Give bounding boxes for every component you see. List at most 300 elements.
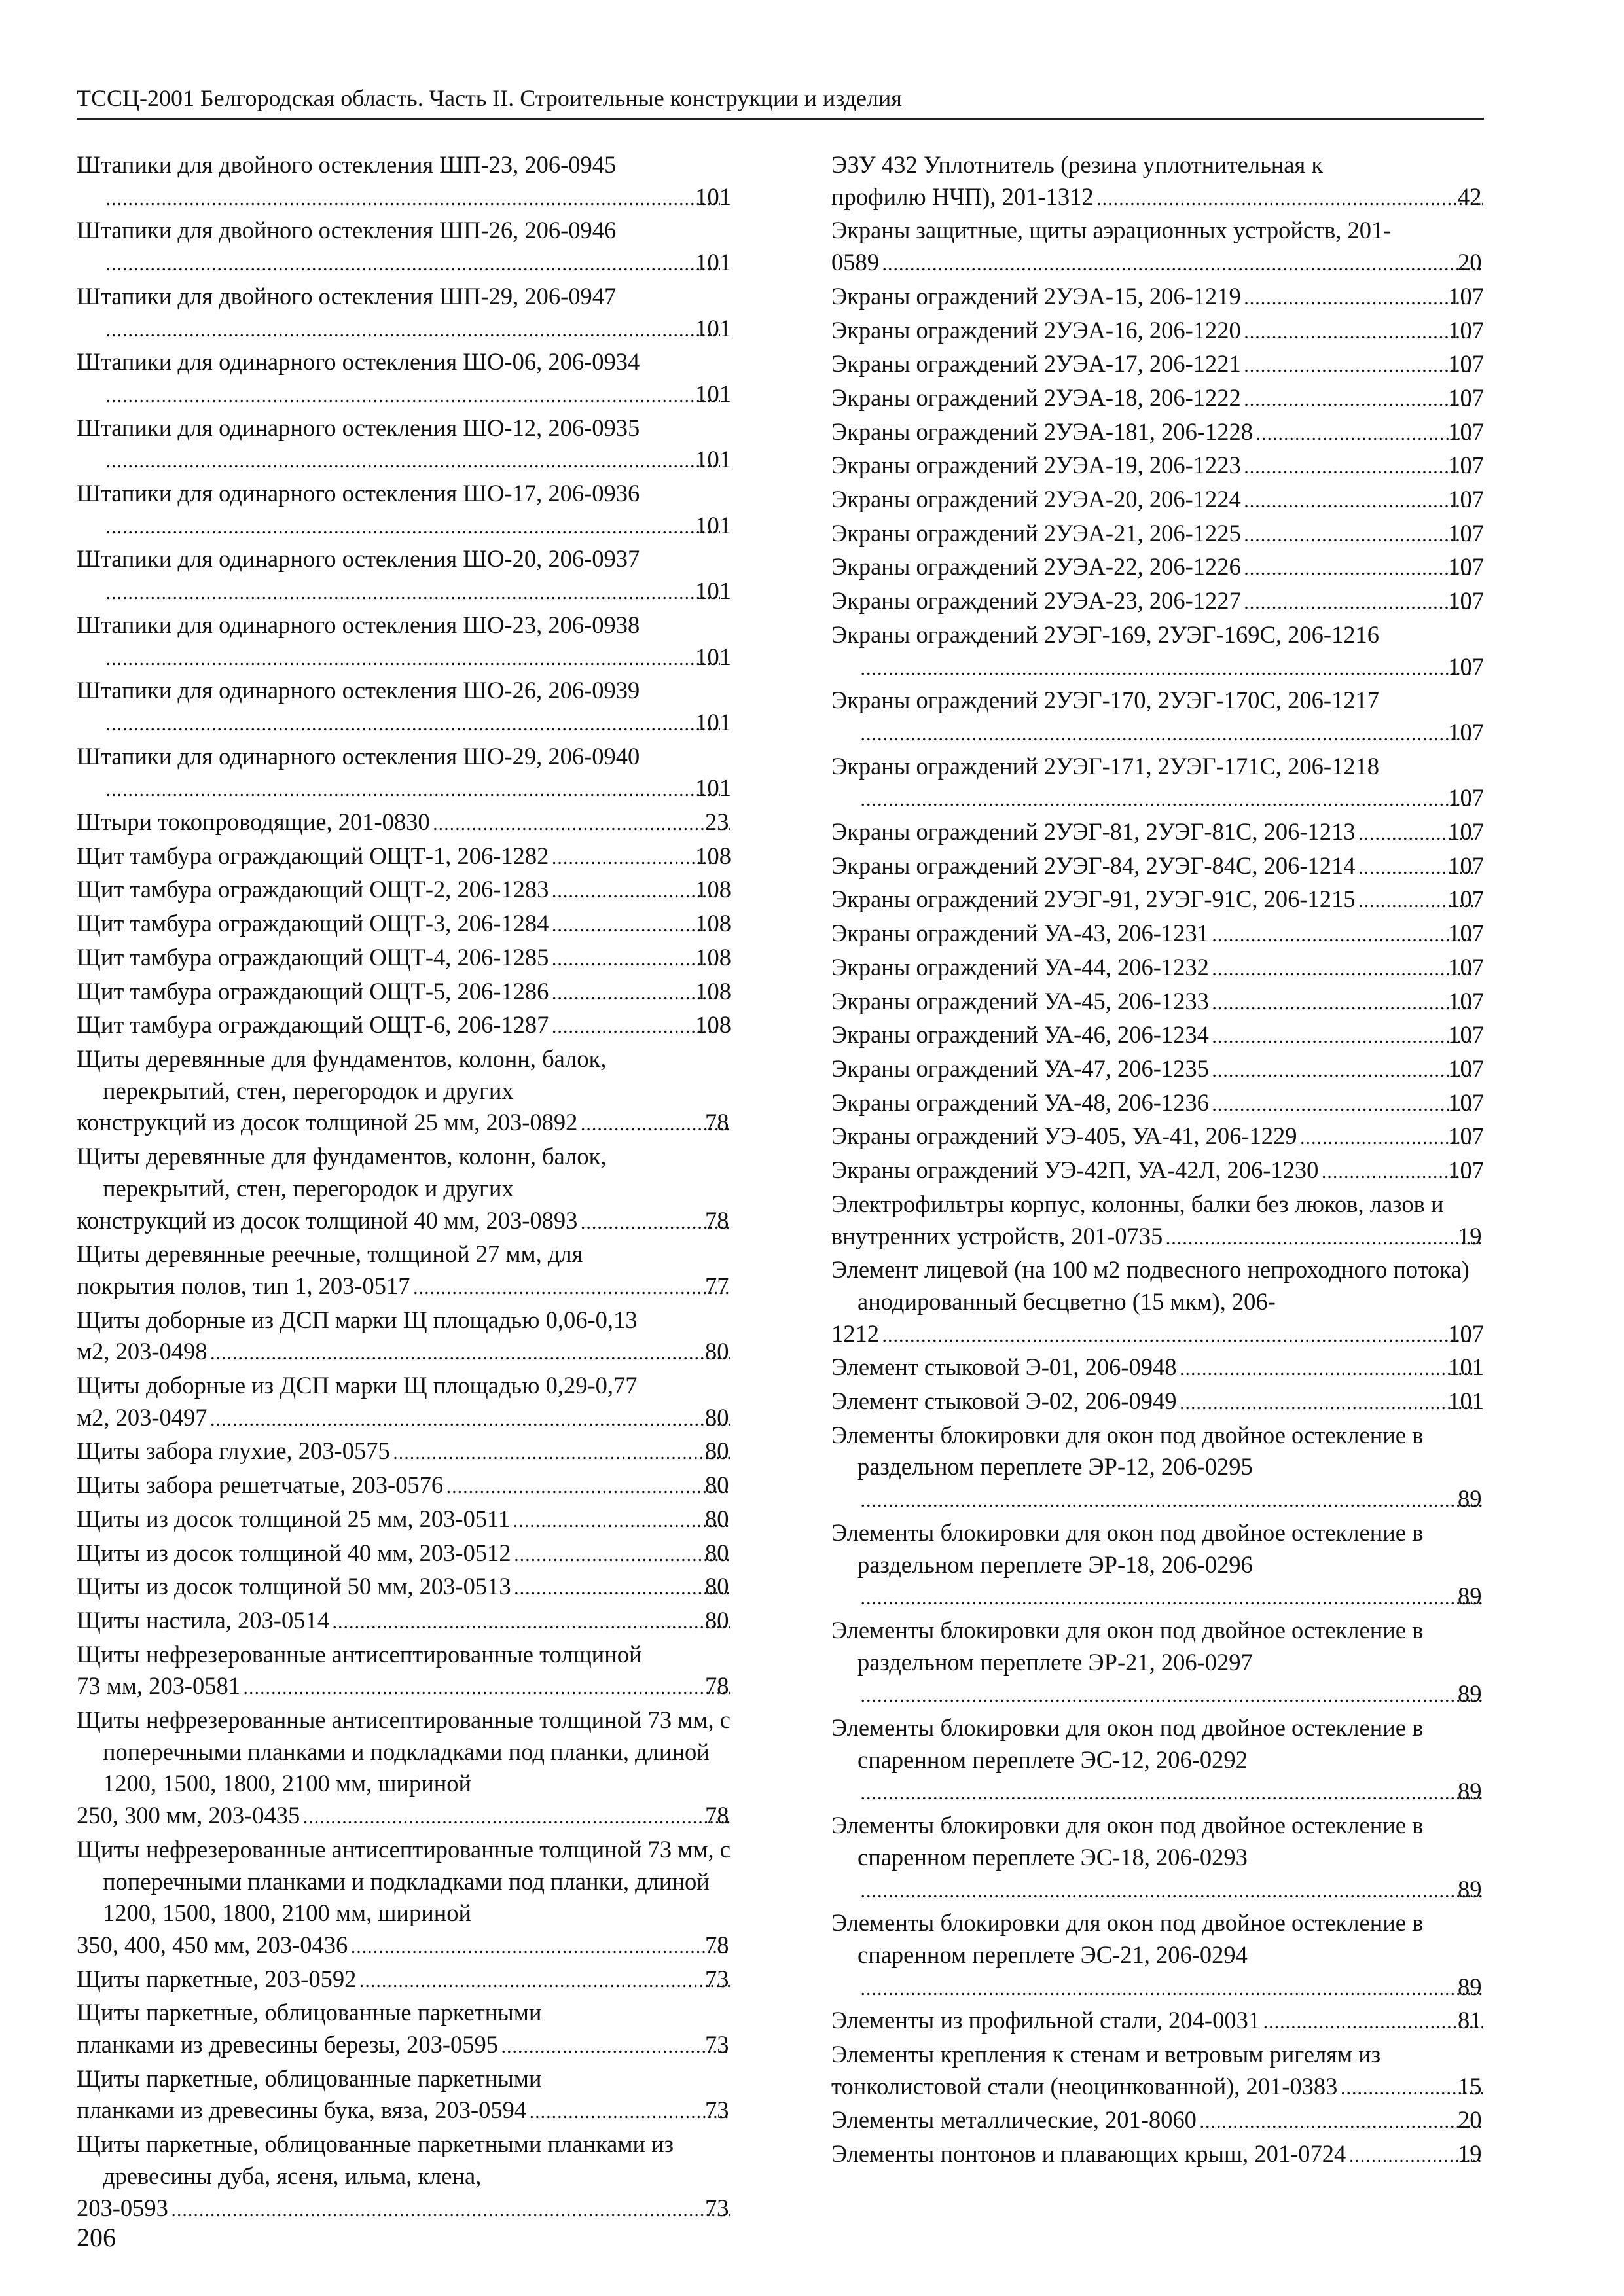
index-entry (831, 585, 1484, 619)
index-entry-leader-line: планками из древесины березы, 203-0595 ..... 73 (103, 2029, 731, 2063)
index-entry (831, 450, 1484, 484)
dot-leader (1242, 384, 1473, 416)
index-entry-tail: 0589 (831, 249, 879, 276)
index-entry-leader-line (77, 942, 731, 976)
index-entry (77, 942, 731, 976)
index-entry (831, 918, 1484, 952)
index-entry-tail: тонколистовой стали (неоцинкованной), 201-0383 (831, 2072, 1338, 2100)
dot-leader (104, 643, 720, 675)
index-entry-leader-line: 0589 ..... 20 (857, 247, 1484, 281)
dot-leader (170, 2195, 730, 2227)
dot-leader (1210, 1089, 1473, 1121)
dot-leader (1242, 317, 1473, 349)
index-entry (77, 2063, 731, 2128)
index-entry-leader-line: м2, 203-0497 ..... 80 (103, 1402, 731, 1436)
index-entry-text: Щиты нефрезерованные антисептированные толщиной (77, 1640, 642, 1668)
index-entry-tail: Щиты из досок толщиной 40 мм, 203-0512 (77, 1539, 511, 1566)
dot-leader (104, 577, 720, 609)
index-entry-tail: Щиты настила, 203-0514 (77, 1606, 329, 1634)
index-entry-text: Штапики для одинарного остекления ШО-23, 206-0938 (77, 611, 640, 638)
index-entry-tail: 350, 400, 450 мм, 203-0436 (77, 1931, 348, 1958)
dot-leader (859, 719, 1473, 751)
index-entry-leader-line (831, 1352, 1484, 1386)
index-entry-page: 107 (1448, 953, 1484, 980)
index-entry-tail: Экраны ограждений 2УЭА-19, 206-1223 (831, 452, 1241, 479)
index-entry-tail: Экраны ограждений 2УЭГ-84, 2УЭГ-84С, 206-1214 (831, 852, 1356, 879)
dot-leader (859, 1485, 1483, 1517)
dot-leader (859, 1973, 1483, 2005)
index-entry-text: Щиты деревянные реечные, толщиной 27 мм, для (77, 1240, 583, 1268)
index-entry-text: Щиты паркетные, облицованные паркетными планками из древесины дуба, ясеня, ильма, клена, (77, 2130, 674, 2189)
index-entry-tail: планками из древесины березы, 203-0595 (77, 2031, 499, 2058)
index-entry-leader-line (831, 348, 1484, 382)
index-entry-leader-line: Щиты забора глухие, 203-0575 ..... 80 (103, 1435, 731, 1469)
index-entry-text: Щиты деревянные для фундаментов, колонн, балок, перекрытий, стен, перегородок и других (77, 1045, 607, 1104)
index-entry-leader-line (103, 378, 731, 412)
index-entry-leader-line (103, 707, 731, 741)
index-entry (77, 1605, 731, 1639)
index-entry-leader-line: внутренних устройств, 201-0735 ..... 19 (857, 1221, 1484, 1255)
index-entry (77, 1503, 731, 1537)
index-entry-tail: Щит тамбура ограждающий ОЩТ-3, 206-1284 (77, 910, 549, 937)
dot-leader (104, 709, 720, 741)
index-entry-leader-line (103, 181, 731, 215)
index-entry (77, 215, 731, 280)
index-entry-leader-line (831, 1019, 1484, 1053)
index-entry-leader-line (103, 313, 731, 347)
index-entry (831, 619, 1484, 685)
index-entry (831, 952, 1484, 986)
index-entry (77, 1964, 731, 1998)
dot-leader (1164, 1223, 1483, 1255)
index-entry-leader-line (103, 575, 731, 609)
index-entry-leader-line (857, 717, 1484, 751)
index-entry (831, 1420, 1484, 1517)
dot-leader (331, 1607, 730, 1639)
dot-leader (1299, 1122, 1473, 1155)
index-column-left (77, 149, 731, 2226)
index-entry-tail: конструкций из досок толщиной 40 мм, 203-0893 (77, 1206, 578, 1234)
dot-leader (209, 1338, 730, 1370)
dot-leader (104, 512, 720, 544)
dot-leader (242, 1672, 730, 1704)
index-entry-page: 108 (695, 1011, 731, 1039)
dot-leader (1178, 1354, 1473, 1386)
index-entry-tail: Элемент стыковой Э-01, 206-0948 (831, 1354, 1177, 1381)
index-entry-leader-line: Элементы понтонов и плавающих крыш, 201-0724 ..... 19 (857, 2138, 1484, 2172)
index-entry-tail: Щиты забора решетчатые, 203-0576 (77, 1471, 444, 1499)
index-entry (831, 1810, 1484, 1907)
index-entry-leader-line: 350, 400, 450 мм, 203-0436 ..... 78 (103, 1929, 731, 1964)
index-entry-leader-line (831, 884, 1484, 918)
index-entry-text: Элементы блокировки для окон под двойное остекление в спаренном переплете ЭС-12, 206-0292 (831, 1714, 1424, 1773)
index-entry-page: 101 (1448, 1388, 1484, 1415)
dot-leader (209, 1404, 730, 1436)
index-entry-leader-line: Щиты из досок толщиной 25 мм, 203-0511 ..... 80 (103, 1503, 731, 1537)
index-entry-page: 108 (695, 943, 731, 971)
index-entry-tail: Экраны ограждений УА-44, 206-1232 (831, 953, 1209, 980)
index-entry-tail: Щиты из досок толщиной 50 мм, 203-0513 (77, 1573, 511, 1600)
index-entry (77, 281, 731, 346)
index-entry-tail: Элемент стыковой Э-02, 206-0949 (831, 1388, 1177, 1415)
index-entry-text: Щиты доборные из ДСП марки Щ площадью 0,06-0,13 (77, 1306, 638, 1333)
index-entry-leader-line: ..... 89 (857, 1874, 1484, 1908)
index-entry (77, 1704, 731, 1834)
dot-leader (859, 1583, 1483, 1615)
index-entry (831, 1517, 1484, 1615)
index-entry-leader-line (831, 1121, 1484, 1155)
index-entry-page: 107 (1448, 653, 1484, 680)
index-entry-page: 107 (1448, 987, 1484, 1014)
index-entry (831, 518, 1484, 552)
index-entry (831, 751, 1484, 816)
index-entry-tail: Щит тамбура ограждающий ОЩТ-2, 206-1283 (77, 876, 549, 903)
index-column-right (831, 149, 1484, 2172)
index-entry-tail: Экраны ограждений УА-46, 206-1234 (831, 1021, 1209, 1049)
dot-leader (1242, 283, 1473, 315)
index-entry-tail: Щит тамбура ограждающий ОЩТ-6, 206-1287 (77, 1011, 549, 1039)
index-entry-page: 107 (1448, 452, 1484, 479)
index-entry (831, 348, 1484, 382)
index-entry-page: 101 (695, 511, 731, 539)
index-entry-leader-line: ..... 89 (857, 1483, 1484, 1517)
index-entry-leader-line: Штыри токопроводящие, 201-0830 ..... 23 (103, 806, 731, 840)
index-entry-tail: Экраны ограждений УА-48, 206-1236 (831, 1088, 1209, 1116)
dot-leader (1254, 418, 1473, 450)
index-entry (831, 816, 1484, 850)
dot-leader (1210, 1055, 1473, 1087)
index-entry-leader-line (831, 382, 1484, 416)
index-entry-leader-line (77, 874, 731, 908)
index-entry-leader-line (831, 450, 1484, 484)
index-entry (831, 1189, 1484, 1254)
index-entry-tail: 203-0593 (77, 2194, 168, 2221)
index-entry-page: 101 (695, 577, 731, 605)
index-entry (831, 2039, 1484, 2104)
index-entry (77, 806, 731, 840)
index-entry (77, 1238, 731, 1304)
index-entry-page: 107 (1448, 1319, 1484, 1347)
index-entry (77, 874, 731, 908)
index-entry-text: Экраны защитные, щиты аэрационных устройств, 201- (831, 217, 1392, 244)
index-entry-leader-line (831, 484, 1484, 518)
dot-leader (859, 1876, 1483, 1908)
index-entry-leader-line: профилю НЧП), 201-1312 ..... 42 (857, 181, 1484, 215)
dot-leader (1210, 1021, 1473, 1053)
index-entry-text: Щиты нефрезерованные антисептированные толщиной 73 мм, с поперечными планками и подкладками под планки, длиной 1200, 1500, 1800, 2100 мм, шириной (77, 1835, 731, 1927)
index-entry-leader-line (831, 1386, 1484, 1420)
index-entry (831, 315, 1484, 349)
dot-leader (1178, 1388, 1473, 1420)
index-entry-page: 107 (1448, 486, 1484, 513)
index-entry-leader-line (77, 1009, 731, 1043)
index-entry-leader-line: планками из древесины бука, вяза, 203-0594 ..... 73 (103, 2094, 731, 2128)
index-entry (77, 840, 731, 874)
index-entry-tail: Экраны ограждений 2УЭА-20, 206-1224 (831, 486, 1241, 513)
index-entry-text: Штапики для одинарного остекления ШО-12, 206-0935 (77, 414, 640, 441)
index-entry (831, 685, 1484, 750)
index-entry-page: 108 (695, 977, 731, 1005)
index-entry-text: Щиты деревянные для фундаментов, колонн, балок, перекрытий, стен, перегородок и других (77, 1143, 607, 1202)
index-entry (831, 2104, 1484, 2138)
index-entry-leader-line: Щиты паркетные, 203-0592 ..... 73 (103, 1964, 731, 1998)
index-entry-leader-line (831, 1087, 1484, 1121)
index-entry-tail: Экраны ограждений УА-43, 206-1231 (831, 920, 1209, 947)
index-entry-leader-line: покрытия полов, тип 1, 203-0517 ..... 77 (103, 1270, 731, 1304)
index-entry-tail: конструкций из досок толщиной 25 мм, 203-0892 (77, 1109, 578, 1136)
dot-leader (391, 1437, 730, 1469)
dot-leader (513, 1573, 730, 1605)
dot-leader (444, 1471, 730, 1503)
index-entry (77, 478, 731, 543)
running-header: ТССЦ-2001 Белгородская область. Часть II. Строительные конструкции и изделия (77, 79, 1484, 120)
index-entry-leader-line: конструкций из досок толщиной 25 мм, 203-0892 ..... 78 (103, 1107, 731, 1141)
index-entry-leader-line (831, 986, 1484, 1020)
index-entry-page: 101 (695, 249, 731, 276)
index-entry-page: 107 (1448, 384, 1484, 411)
index-entry-text: Штапики для одинарного остекления ШО-26, 206-0939 (77, 677, 640, 704)
index-entry-page: 108 (695, 910, 731, 937)
index-entry-tail: Элементы из профильной стали, 204-0031 (831, 2007, 1261, 2034)
index-entry (831, 1386, 1484, 1420)
page-number: 206 (77, 2223, 116, 2252)
dot-leader (1210, 954, 1473, 986)
index-entry-text: Штапики для двойного остекления ШП-26, 206-0946 (77, 217, 617, 244)
index-entry (831, 416, 1484, 450)
dot-leader (859, 1778, 1483, 1810)
index-entry-leader-line: Щиты забора решетчатые, 203-0576 ..... 80 (103, 1469, 731, 1503)
index-entry-leader-line (77, 840, 731, 874)
index-entry-leader-line (831, 281, 1484, 315)
dot-leader (431, 808, 730, 840)
index-entry (831, 1352, 1484, 1386)
index-entry (77, 2128, 731, 2226)
index-entry-text: ЭЗУ 432 Уплотнитель (резина уплотнительная к (831, 151, 1324, 178)
dot-leader (412, 1272, 731, 1304)
index-entry-tail: Экраны ограждений 2УЭА-181, 206-1228 (831, 418, 1253, 445)
index-entry-page: 101 (695, 380, 731, 407)
index-entry-page: 107 (1448, 818, 1484, 846)
index-entry-text: Экраны ограждений 2УЭГ-170, 2УЭГ-170С, 206-1217 (831, 687, 1380, 714)
index-entry-text: Щиты нефрезерованные антисептированные толщиной 73 мм, с поперечными планками и подкладками под планки, длиной 1200, 1500, 1800, 2100 мм, шириной (77, 1706, 731, 1797)
index-entry-page: 107 (1448, 1088, 1484, 1116)
index-entry-tail: Щит тамбура ограждающий ОЩТ-5, 206-1286 (77, 977, 549, 1005)
index-entry-tail: 73 мм, 203-0581 (77, 1672, 240, 1700)
index-entry (77, 1435, 731, 1469)
index-entry-page: 107 (1448, 1157, 1484, 1184)
index-entry-text: Элементы блокировки для окон под двойное остекление в раздельном переплете ЭР-12, 206-0295 (831, 1421, 1424, 1480)
dot-leader (499, 2031, 730, 2063)
dot-leader (859, 653, 1473, 685)
dot-leader (1210, 988, 1473, 1020)
index-entry-leader-line (831, 551, 1484, 585)
dot-leader (511, 1505, 730, 1537)
index-entry (77, 1141, 731, 1238)
index-entry-leader-line (77, 908, 731, 942)
index-entry (831, 2005, 1484, 2039)
index-entry (831, 884, 1484, 918)
index-entry-leader-line: 203-0593 ..... 73 (103, 2193, 731, 2227)
index-entry (831, 1615, 1484, 1712)
index-entry-page: 107 (1448, 587, 1484, 615)
dot-leader (1242, 587, 1473, 619)
index-entry-leader-line: Щиты из досок толщиной 40 мм, 203-0512 ..... 80 (103, 1537, 731, 1571)
index-entry-page: 101 (695, 446, 731, 473)
index-entry-tail: Щиты забора глухие, 203-0575 (77, 1437, 390, 1465)
index-entry-tail: Экраны ограждений УЭ-405, УА-41, 206-1229 (831, 1122, 1297, 1150)
index-entry-text: Элементы блокировки для окон под двойное остекление в спаренном переплете ЭС-21, 206-0294 (831, 1909, 1424, 1968)
index-entry (831, 551, 1484, 585)
dot-leader (513, 1539, 730, 1571)
index-entry-tail: 250, 300 мм, 203-0435 (77, 1802, 300, 1829)
dot-leader (859, 1680, 1483, 1712)
index-entry-page: 107 (1448, 316, 1484, 344)
index-entry-text: Щиты паркетные, облицованные паркетными (77, 1999, 542, 2026)
index-entry-text: Экраны ограждений 2УЭГ-169, 2УЭГ-169С, 206-1216 (831, 620, 1380, 648)
index-entry (77, 412, 731, 478)
index-entry-tail: Экраны ограждений 2УЭГ-91, 2УЭГ-91С, 206-1215 (831, 886, 1356, 913)
index-entry (77, 1304, 731, 1370)
dot-leader (880, 249, 1483, 281)
index-entry (831, 215, 1484, 280)
dot-leader (1095, 183, 1483, 215)
dot-leader (859, 784, 1473, 816)
index-entry-page: 107 (1448, 852, 1484, 879)
index-entry (77, 1009, 731, 1043)
index-entry (77, 976, 731, 1010)
index-entry (77, 609, 731, 675)
index-entry (77, 1834, 731, 1964)
index-entry-tail: Экраны ограждений 2УЭА-18, 206-1222 (831, 384, 1241, 411)
dot-leader (104, 315, 720, 347)
index-entry-leader-line (857, 782, 1484, 816)
dot-leader (1242, 452, 1473, 484)
dot-leader (880, 1320, 1473, 1352)
index-entry-tail: Щит тамбура ограждающий ОЩТ-4, 206-1285 (77, 943, 549, 971)
index-entry-tail: Экраны ограждений 2УЭА-17, 206-1221 (831, 350, 1241, 378)
index-entry (77, 149, 731, 215)
index-entry-leader-line: ..... 89 (857, 1581, 1484, 1615)
dot-leader (104, 774, 720, 806)
dot-leader (528, 2096, 730, 2128)
index-entry-leader-line (831, 416, 1484, 450)
index-entry-leader-line (831, 850, 1484, 884)
index-entry-page: 107 (1448, 1054, 1484, 1082)
index-entry-page: 107 (1448, 920, 1484, 947)
dot-leader (1242, 520, 1473, 552)
index-entry-leader-line: Щиты из досок толщиной 50 мм, 203-0513 ..... 80 (103, 1571, 731, 1605)
index-entry (831, 1087, 1484, 1121)
index-entry-text: Штапики для двойного остекления ШП-23, 206-0945 (77, 151, 617, 178)
index-entry-leader-line (103, 444, 731, 478)
index-entry (831, 1907, 1484, 2005)
index-entry-leader-line (103, 772, 731, 806)
index-entry-tail: внутренних устройств, 201-0735 (831, 1222, 1163, 1249)
index-entry-tail: планками из древесины бука, вяза, 203-0594 (77, 2096, 527, 2124)
index-entry-leader-line: 73 мм, 203-0581 ..... 78 (103, 1670, 731, 1704)
index-entry-tail: Экраны ограждений 2УЭА-15, 206-1219 (831, 282, 1241, 310)
dot-leader (301, 1802, 730, 1834)
index-entry-text: Электрофильтры корпус, колонны, балки без люков, лазов и (831, 1190, 1444, 1217)
index-entry-leader-line (831, 315, 1484, 349)
index-entry-tail: Экраны ограждений УА-45, 206-1233 (831, 987, 1209, 1014)
index-entry (831, 382, 1484, 416)
index-entry (77, 543, 731, 609)
index-entry-tail: Экраны ограждений 2УЭА-23, 206-1227 (831, 587, 1241, 615)
index-entry-page: 101 (695, 708, 731, 736)
index-entry-page: 107 (1448, 784, 1484, 812)
index-entry-page: 107 (1448, 1021, 1484, 1049)
index-entry-page: 101 (695, 314, 731, 342)
dot-leader (349, 1931, 730, 1964)
index-entry (831, 1121, 1484, 1155)
index-entry (77, 1537, 731, 1571)
index-entry-page: 101 (695, 643, 731, 670)
index-entry-leader-line: Элементы металлические, 201-8060 ..... 20 (857, 2104, 1484, 2138)
dot-leader (104, 249, 720, 281)
index-entry-leader-line (103, 247, 731, 281)
index-entry (831, 1019, 1484, 1053)
index-entry-page: 101 (1448, 1354, 1484, 1381)
index-entry-leader-line (857, 651, 1484, 685)
index-entry-tail: м2, 203-0497 (77, 1403, 208, 1431)
index-entry-text: Элементы блокировки для окон под двойное остекление в раздельном переплете ЭР-21, 206-0297 (831, 1616, 1424, 1676)
index-entry (77, 741, 731, 806)
index-entry (831, 986, 1484, 1020)
index-entry-page: 107 (1448, 1122, 1484, 1150)
index-entry-tail: 1212 (831, 1319, 879, 1347)
index-entry-leader-line (831, 816, 1484, 850)
index-entry (77, 1639, 731, 1704)
index-entry-text: Штапики для одинарного остекления ШО-17, 206-0936 (77, 480, 640, 507)
index-entry-tail: Элементы металлические, 201-8060 (831, 2106, 1197, 2134)
index-entry (831, 149, 1484, 215)
index-entry (77, 908, 731, 942)
dot-leader (1210, 920, 1473, 952)
dot-leader (1242, 350, 1473, 382)
index-entry-leader-line (831, 1053, 1484, 1087)
index-entry-tail: м2, 203-0498 (77, 1338, 208, 1365)
index-entry-text: Элементы крепления к стенам и ветровым ригелям из (831, 2041, 1381, 2068)
index-entry (831, 484, 1484, 518)
index-entry (831, 1053, 1484, 1087)
index-entry-text: Экраны ограждений 2УЭГ-171, 2УЭГ-171С, 206-1218 (831, 752, 1380, 780)
index-entry-leader-line (103, 641, 731, 675)
index-entry (831, 1254, 1484, 1352)
index-entry-tail: Экраны ограждений 2УЭГ-81, 2УЭГ-81С, 206-1213 (831, 818, 1356, 846)
index-entry-text: Штапики для двойного остекления ШП-29, 206-0947 (77, 282, 617, 310)
dot-leader (1198, 2106, 1483, 2138)
index-entry-text: Штапики для одинарного остекления ШО-06, 206-0934 (77, 348, 640, 376)
index-entry (77, 1043, 731, 1141)
index-entry-tail: Щиты из досок толщиной 25 мм, 203-0511 (77, 1505, 511, 1532)
index-entry (77, 1469, 731, 1503)
index-entry-page: 107 (1448, 350, 1484, 378)
index-entry-tail: Экраны ограждений УА-47, 206-1235 (831, 1054, 1209, 1082)
index-entry-leader-line: ..... 89 (857, 1971, 1484, 2005)
index-entry-leader-line: 250, 300 мм, 203-0435 ..... 78 (103, 1800, 731, 1834)
index-entry-leader-line: ..... 89 (857, 1776, 1484, 1810)
index-entry (831, 1155, 1484, 1189)
index-entry (77, 1370, 731, 1435)
index-entry-tail: Экраны ограждений 2УЭА-21, 206-1225 (831, 519, 1241, 547)
index-entry (831, 281, 1484, 315)
index-entry-leader-line: Элементы из профильной стали, 204-0031 ..... 81 (857, 2005, 1484, 2039)
dot-leader (104, 380, 720, 412)
index-entry-text: Щиты паркетные, облицованные паркетными (77, 2064, 542, 2092)
index-entry-tail: Щит тамбура ограждающий ОЩТ-1, 206-1282 (77, 842, 549, 869)
index-entry (77, 346, 731, 412)
